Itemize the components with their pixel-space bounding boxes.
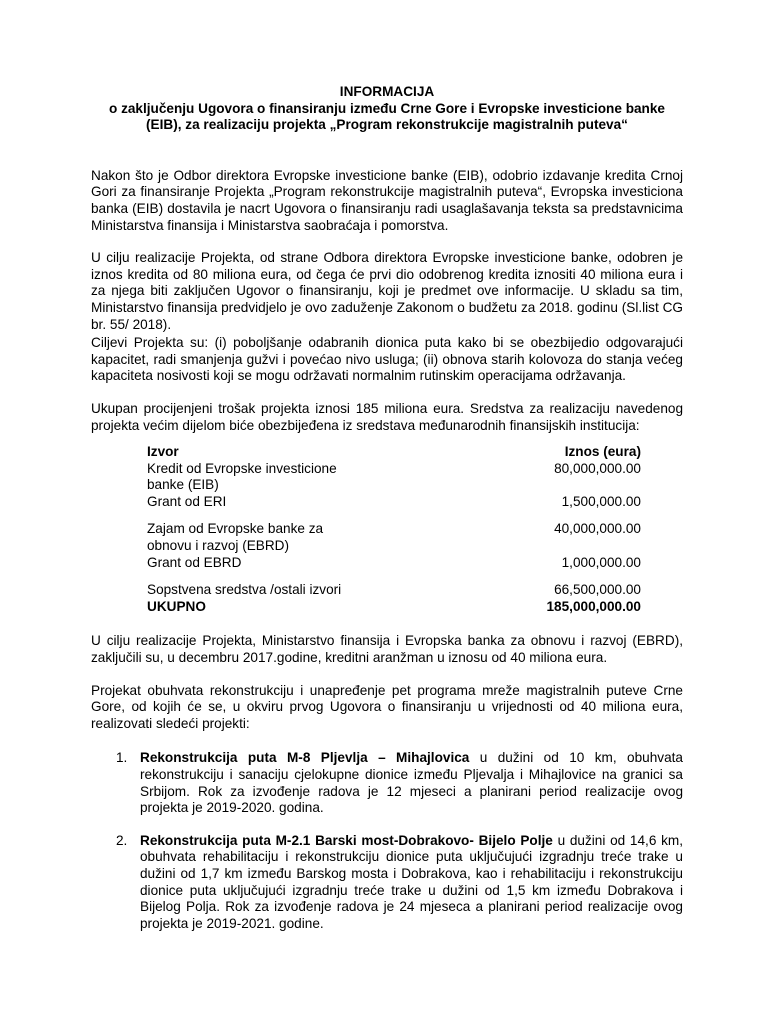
paragraph-loan-amount: U cilju realizacije Projekta, od strane Odbora direktora Evropske investicione banke, odobren je iznos kredita od 80 miliona eura, od čega će prvi dio odobrenog kredita iznositi 40 miliona eura i za njega biti zaključen Ugovor o finansiranju, koji je predmet ove informacije. U skladu sa tim, Ministarstvo finansija predvidjelo je ovo zaduženje Zakonom o budžetu za 2018. godinu (Sl.list CG br. 55/ 2018). [91, 250, 683, 332]
funding-table [147, 444, 641, 615]
table-row [147, 555, 641, 572]
list-item [91, 833, 683, 933]
document-title: INFORMACIJA [339, 84, 435, 99]
table-row [147, 461, 641, 494]
total-label: UKUPNO [147, 598, 206, 614]
paragraph-objectives: Ciljevi Projekta su: (i) poboljšanje odabranih dionica puta kako bi se obezbijedio odgovarajući kapacitet, radi smanjenja gužvi i povećao nivo usluga; (ii) obnova starih kolovoza do stanja većeg kapaciteta nosivosti koji se mogu održavati normalnim rutinskim operacijama održavanja. [91, 335, 683, 384]
project-description: u dužini od 10 km, obuhvata rekonstrukciju i sanaciju cjelokupne dionice između Pljevalja i Mihajlovice na granici sa Srbijom. Rok za izvođenje radova je 12 mjeseci a planirani period realizacije ovog projekta je 2019-2020. godina. [140, 750, 683, 816]
paragraph-intro: Nakon što je Odbor direktora Evropske investicione banke (EIB), odobrio izdavanje kredita Crnoj Gori za finansiranje Projekta „Program rekonstrukcije magistralnih puteva“, Evropska investiciona banka (EIB) dostavila je nacrt Ugovora o finansiranju radi usaglašavanja teksta sa predstavnicima Ministarstva finansija i Ministarstva saobraćaja i pomorstva. [91, 167, 683, 233]
row-amount: 1,000,000.00 [561, 554, 641, 570]
paragraph-projects-intro: Projekat obuhvata rekonstrukciju i unapređenje pet programa mreže magistralnih puteve Crne Gore, od kojih će se, u okviru prvog Ugovora o finansiranju u vrijednosti od 40 miliona eura, realizovati sledeći projekti: [91, 682, 683, 731]
table-row [147, 510, 641, 554]
total-amount: 185,000,000.00 [546, 598, 641, 614]
header-source: Izvor [147, 444, 179, 460]
paragraph-total-cost: Ukupan procijenjeni trošak projekta iznosi 185 miliona eura. Sredstva za realizaciju navedenog projekta većim dijelom biće obezbijeđena iz sredstava međunarodnih finansijskih institucija: [91, 400, 683, 433]
table-row [147, 494, 641, 511]
row-amount: 66,500,000.00 [554, 582, 641, 598]
project-description: u dužini od 14,6 km, obuhvata rehabilitaciju i rekonstrukciju dionice puta uključujući izgradnju treće trake u dužini od 1,7 km između Barskog mosta i Dobrakova, kao i rehabilitaciju i rekonstrukciju dionice puta uključujući izgradnju treće trake u dužini od 1,5 km između Dobrakova i Bijelog Polja. Rok za izvođenje radova je 24 mjeseca a planirani period realizacije ovog projekta je 2019-2021. godine. [140, 832, 684, 931]
row-source: Grant od ERI [147, 493, 227, 509]
table-total-row [147, 599, 641, 616]
list-item [91, 750, 683, 816]
project-name: Rekonstrukcija puta M-2.1 Barski most-Dobrakovo- Bijelo Polje [140, 832, 553, 848]
row-amount: 40,000,000.00 [554, 521, 641, 537]
row-amount: 80,000,000.00 [554, 460, 641, 476]
row-source: Sopstvena sredstva /ostali izvori [147, 582, 342, 598]
list-item-number: 2. [116, 832, 128, 848]
table-row [147, 571, 641, 599]
paragraph-ebrd: U cilju realizacije Projekta, Ministarstvo finansija i Evropska banka za obnovu i razvoj (EBRD), zaključili su, u decembru 2017.godine, kreditni aranžman u iznosu od 40 miliona eura. [91, 633, 683, 666]
header-amount: Iznos (eura) [564, 444, 641, 460]
row-amount: 1,500,000.00 [561, 493, 641, 509]
list-item-number: 1. [116, 750, 128, 766]
document-subtitle: o zaključenju Ugovora o finansiranju između Crne Gore i Evropske investicione banke (EIB), za realizaciju projekta „Program rekonstrukcije magistralnih puteva“ [109, 100, 665, 133]
row-source: Zajam od Evropske banke za obnovu i razvoj (EBRD) [147, 521, 324, 554]
row-source: Grant od EBRD [147, 554, 242, 570]
projects-list [91, 750, 683, 932]
funding-table-header [147, 444, 641, 461]
row-source: Kredit od Evropske investicione banke (EIB) [147, 460, 337, 493]
project-name: Rekonstrukcija puta M-8 Pljevlja – Mihajlovica [140, 750, 470, 766]
